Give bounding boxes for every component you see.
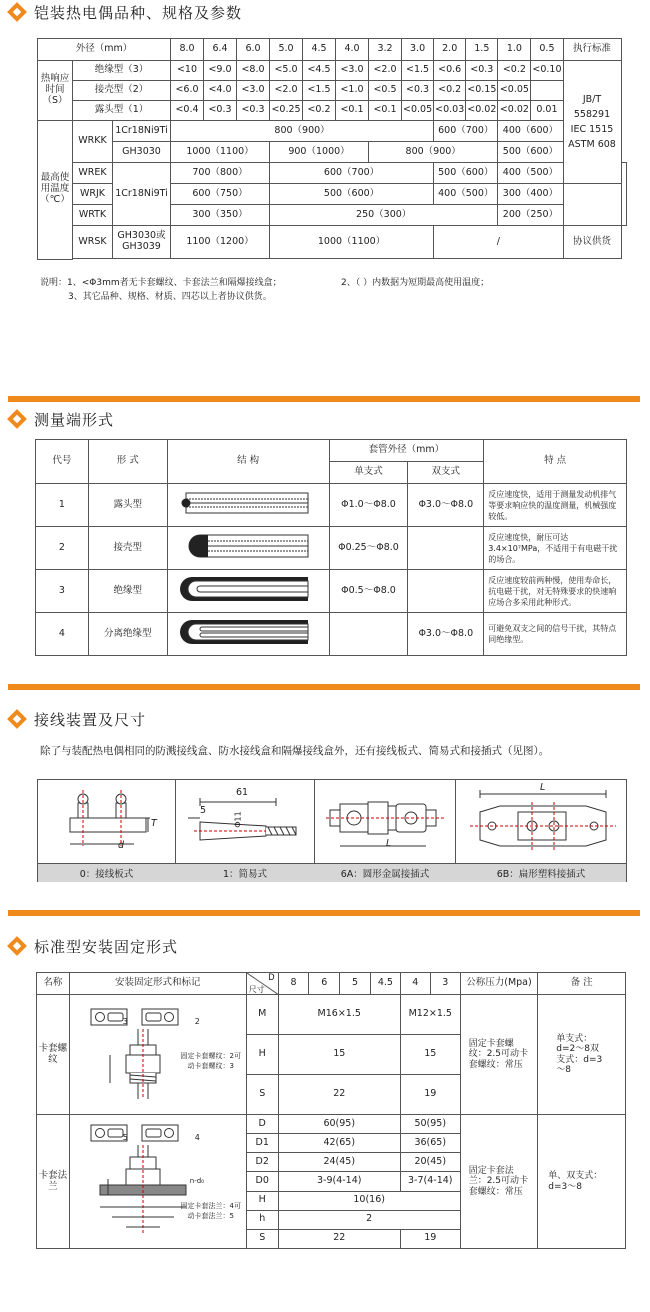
struct-exposed <box>167 484 329 527</box>
mark: 5 <box>122 1133 128 1142</box>
code: 4 <box>36 613 89 656</box>
cell <box>621 163 627 226</box>
temp-label: 最高使用温度（℃） <box>38 121 73 260</box>
key: D2 <box>246 1153 278 1172</box>
h-name: 名称 <box>37 973 70 995</box>
cell: <0.4 <box>171 101 204 121</box>
cell: 3-7(4-14) <box>400 1172 460 1191</box>
single <box>329 613 408 656</box>
section-title-spec: 铠装热电偶品种、规格及参数 <box>8 2 242 22</box>
form: 接壳型 <box>88 527 167 570</box>
diam: 4.5 <box>370 973 400 995</box>
cell: 36(65) <box>400 1134 460 1153</box>
cell: 600（700） <box>270 163 434 184</box>
cell: <1.0 <box>336 81 369 101</box>
diamond-bullet-icon <box>8 937 26 955</box>
thread-drawing-cell <box>69 995 246 1115</box>
cell: M12×1.5 <box>400 995 460 1035</box>
cell <box>531 81 563 101</box>
h-single: 单支式 <box>329 462 408 484</box>
remark: 单、双支式：d=3～8 <box>538 1115 626 1249</box>
material: GH3030 <box>113 142 171 163</box>
cell: 300（350） <box>171 205 270 226</box>
dim-phi11: Φ11 <box>233 811 243 828</box>
cell: <8.0 <box>237 61 270 81</box>
cell: <0.1 <box>336 101 369 121</box>
h-remark: 备 注 <box>538 973 626 995</box>
negotiated: 协议供货 <box>563 226 621 259</box>
h-size: 尺寸 <box>248 984 265 994</box>
dim-t: T <box>151 818 157 829</box>
section-title-wiring: 接线装置及尺寸 <box>8 709 146 729</box>
cell: <4.0 <box>204 81 237 101</box>
cell: 2 <box>278 1210 460 1229</box>
cell: <0.2 <box>303 101 336 121</box>
struct-grounded <box>167 527 329 570</box>
cell: <5.0 <box>270 61 303 81</box>
cell: 15 <box>278 1035 400 1075</box>
ferrule-flange-drawing <box>90 1123 240 1241</box>
cell: <0.3 <box>237 101 270 121</box>
cell: <0.1 <box>369 101 402 121</box>
dim-l-6a: L <box>386 838 392 849</box>
cell: 22 <box>278 1075 400 1115</box>
std-line: IEC 1515 <box>570 124 614 135</box>
dim-l-6b: L <box>540 782 546 793</box>
form: 分离绝缘型 <box>88 613 167 656</box>
single: Φ0.5～Φ8.0 <box>329 570 408 613</box>
diam: 3 <box>430 973 460 995</box>
cell: 42(65) <box>278 1134 400 1153</box>
cell: 24(45) <box>278 1153 400 1172</box>
std-line: ASTM 608 <box>568 139 616 150</box>
od-label: 外径（mm） <box>38 39 171 61</box>
note-3: 3、其它品种、规格、材质、四芯以上者协议供货。 <box>68 292 272 302</box>
key: D <box>246 1115 278 1134</box>
cell: <0.05 <box>498 81 531 101</box>
cell: 20(45) <box>400 1153 460 1172</box>
cell: <0.02 <box>498 101 531 121</box>
response-label: 热响应时间（S） <box>38 61 73 121</box>
single: Φ0.25～Φ8.0 <box>329 527 408 570</box>
cell: 600（750） <box>171 184 270 205</box>
diam-cell: 5.0 <box>270 39 303 61</box>
mount-table <box>36 972 626 1249</box>
cell: / <box>434 226 563 259</box>
cell: 250（300） <box>270 205 498 226</box>
cell: 50(95) <box>400 1115 460 1134</box>
cell: <3.0 <box>336 61 369 81</box>
cell: <4.5 <box>303 61 336 81</box>
mark: 3 <box>122 1016 128 1026</box>
legend: 固定卡套法兰：4可动卡套法兰：5 <box>180 1202 242 1220</box>
key: S <box>246 1229 278 1248</box>
cell: <2.0 <box>369 61 402 81</box>
cell: <10 <box>171 61 204 81</box>
cell: 900（1000） <box>270 142 369 163</box>
h-form: 安装固定形式和标记 <box>69 973 246 995</box>
h-dsize <box>246 973 278 995</box>
cell: <9.0 <box>204 61 237 81</box>
measure-table <box>35 439 627 656</box>
model-wrek: WREK <box>73 163 113 184</box>
cell: 60(95) <box>278 1115 400 1134</box>
feature: 反应速度快，适用于测量发动机排气等要求响应快的温度测量，机械强度较低。 <box>484 484 627 527</box>
std-line: JB/T 558291 <box>573 94 611 120</box>
diam-cell: 1.5 <box>466 39 498 61</box>
feature: 反应速度较前两种慢，使用寿命长，抗电磁干扰，对无特殊要求的快速响应场合多采用此种形式。 <box>484 570 627 613</box>
divider <box>8 396 640 402</box>
cell: <0.2 <box>498 61 531 81</box>
cell: 22 <box>278 1229 400 1248</box>
standards-cell <box>563 61 621 184</box>
dim-n: n-d₀ <box>189 1177 204 1185</box>
dim-5: 5 <box>200 805 207 816</box>
spec-table <box>37 38 627 260</box>
diamond-bullet-icon <box>8 3 26 21</box>
cell: <0.03 <box>434 101 466 121</box>
double <box>408 527 484 570</box>
diam: 6 <box>309 973 340 995</box>
cell: <0.3 <box>402 81 434 101</box>
diam-cell: 8.0 <box>171 39 204 61</box>
diam: 5 <box>340 973 371 995</box>
code: 2 <box>36 527 89 570</box>
wiring-description: 除了与装配热电偶相同的防溅接线盒、防水接线盒和隔爆接线盒外，还有接线板式、简易式和接插式（见图）。 <box>40 745 550 757</box>
mark: 4 <box>194 1133 200 1142</box>
h-struct: 结 构 <box>167 440 329 484</box>
divider <box>8 910 640 916</box>
cell: M16×1.5 <box>278 995 400 1035</box>
divider <box>8 684 640 690</box>
wiring-figure <box>37 779 627 882</box>
material: 1Cr18Ni9Ti <box>113 121 171 142</box>
key: H <box>246 1191 278 1210</box>
remark: 单支式：d=2～8双支式：d=3～8 <box>538 995 626 1115</box>
diam: 4 <box>400 973 430 995</box>
cell: 700（800） <box>171 163 270 184</box>
cell: <0.05 <box>402 101 434 121</box>
note-1: 说明：1、<Φ3mm者无卡套螺纹、卡套法兰和隔爆接线盒； <box>40 278 282 288</box>
cell: 19 <box>400 1229 460 1248</box>
cell: 19 <box>400 1075 460 1115</box>
thread-name: 卡套螺纹 <box>37 995 70 1115</box>
round-connector-drawing <box>326 788 451 862</box>
diamond-bullet-icon <box>8 410 26 428</box>
cell: <0.5 <box>369 81 402 101</box>
h-double: 双支式 <box>408 462 484 484</box>
row-name: 接壳型（2） <box>73 81 171 101</box>
feature: 可避免双支之间的信号干扰，其特点同绝缘型。 <box>484 613 627 656</box>
key: S <box>246 1075 278 1115</box>
cell: 800（900） <box>369 142 498 163</box>
probe-exposed-icon <box>178 488 318 518</box>
cell: 0.01 <box>531 101 563 121</box>
cell: <0.3 <box>204 101 237 121</box>
diam-cell: 3.0 <box>402 39 434 61</box>
row-name: 绝缘型（3） <box>73 61 171 81</box>
key: H <box>246 1035 278 1075</box>
cell: 800（900） <box>171 121 434 142</box>
diam-cell: 6.4 <box>204 39 237 61</box>
cell: <0.10 <box>531 61 563 81</box>
form: 绝缘型 <box>88 570 167 613</box>
h-pressure: 公称压力(Mpa) <box>460 973 538 995</box>
diamond-bullet-icon <box>8 710 26 728</box>
cell: 3-9(4-14) <box>278 1172 400 1191</box>
key: M <box>246 995 278 1035</box>
diam-cell: 1.0 <box>498 39 531 61</box>
model-wrjk: WRJK <box>73 184 113 205</box>
cell: 1000（1100） <box>171 142 270 163</box>
single: Φ1.0～Φ8.0 <box>329 484 408 527</box>
cell: 400（500） <box>498 163 563 184</box>
section-title-measure: 测量端形式 <box>8 409 114 429</box>
double: Φ3.0～Φ8.0 <box>408 613 484 656</box>
cell: 15 <box>400 1035 460 1075</box>
form: 露头型 <box>88 484 167 527</box>
cell: 1100（1200） <box>171 226 270 259</box>
cell: 1000（1100） <box>270 226 434 259</box>
cell: <0.3 <box>466 61 498 81</box>
cell: <0.25 <box>270 101 303 121</box>
cell: 400（500） <box>434 184 498 205</box>
mark: 2 <box>194 1016 200 1026</box>
cell: 600（700） <box>434 121 498 142</box>
flange-name: 卡套法兰 <box>37 1115 70 1249</box>
cell: 200（250） <box>498 205 563 226</box>
cell: <1.5 <box>402 61 434 81</box>
struct-separated <box>167 613 329 656</box>
flat-connector-drawing <box>470 786 620 862</box>
caption: 6B：扁形塑料接插式 <box>496 869 586 880</box>
diam-cell: 3.2 <box>369 39 402 61</box>
cell: <6.0 <box>171 81 204 101</box>
key: D1 <box>246 1134 278 1153</box>
pressure: 固定卡套螺纹：2.5可动卡套螺纹：常压 <box>460 995 538 1115</box>
note-2: 2、（ ）内数据为短期最高使用温度； <box>341 278 490 288</box>
material: 1Cr18Ni9Ti <box>113 163 171 226</box>
legend: 固定卡套螺纹：2可动卡套螺纹：3 <box>180 1051 242 1070</box>
code: 3 <box>36 570 89 613</box>
diam: 8 <box>278 973 309 995</box>
cell: 500（600） <box>434 163 498 184</box>
model-wrsk: WRSK <box>73 226 113 259</box>
model-wrkk: WRKK <box>73 121 113 163</box>
cell: <0.02 <box>466 101 498 121</box>
diam-cell: 4.5 <box>303 39 336 61</box>
caption: 1：简易式 <box>222 869 268 880</box>
material: GH3030或GH3039 <box>113 226 171 259</box>
terminal-board-drawing <box>56 788 166 862</box>
struct-insulated <box>167 570 329 613</box>
caption: 0：接线板式 <box>79 869 134 880</box>
code: 1 <box>36 484 89 527</box>
h-code: 代号 <box>36 440 89 484</box>
std-header: 执行标准 <box>563 39 621 61</box>
double: Φ3.0～Φ8.0 <box>408 484 484 527</box>
probe-grounded-icon <box>178 531 318 561</box>
probe-separated-icon <box>178 617 318 647</box>
dim-61: 61 <box>236 787 249 798</box>
cell: <0.2 <box>434 81 466 101</box>
simple-type-drawing <box>186 790 311 862</box>
cell: <1.5 <box>303 81 336 101</box>
key: h <box>246 1210 278 1229</box>
probe-insulated-icon <box>178 574 318 604</box>
cell: <2.0 <box>270 81 303 101</box>
dim-d: d <box>118 840 125 851</box>
key: D0 <box>246 1172 278 1191</box>
cell: 400（600） <box>498 121 563 142</box>
cell: 500（600） <box>498 142 563 163</box>
h-feature: 特 点 <box>484 440 627 484</box>
flange-drawing-cell <box>69 1115 246 1249</box>
cell: 10(16) <box>278 1191 460 1210</box>
caption: 6A：圆形金属接插式 <box>340 869 430 880</box>
diam-cell: 4.0 <box>336 39 369 61</box>
row-name: 露头型（1） <box>73 101 171 121</box>
cell: 300（400） <box>498 184 563 205</box>
h-form: 形 式 <box>88 440 167 484</box>
diam-cell: 2.0 <box>434 39 466 61</box>
pressure: 固定卡套法兰：2.5可动卡套螺纹：常压 <box>460 1115 538 1249</box>
cell: 500（600） <box>270 184 434 205</box>
cell: <3.0 <box>237 81 270 101</box>
cell: <0.6 <box>434 61 466 81</box>
cell: <0.15 <box>466 81 498 101</box>
diam-cell: 6.0 <box>237 39 270 61</box>
model-wrtk: WRTK <box>73 205 113 226</box>
h-od: 套管外径（mm） <box>329 440 484 462</box>
double <box>408 570 484 613</box>
h-d: D <box>268 973 275 983</box>
diam-cell: 0.5 <box>531 39 563 61</box>
section-title-mount: 标准型安装固定形式 <box>8 936 178 956</box>
feature: 反应速度快，耐压可达3.4×10⁷MPa，不适用于有电磁干扰的场合。 <box>484 527 627 570</box>
